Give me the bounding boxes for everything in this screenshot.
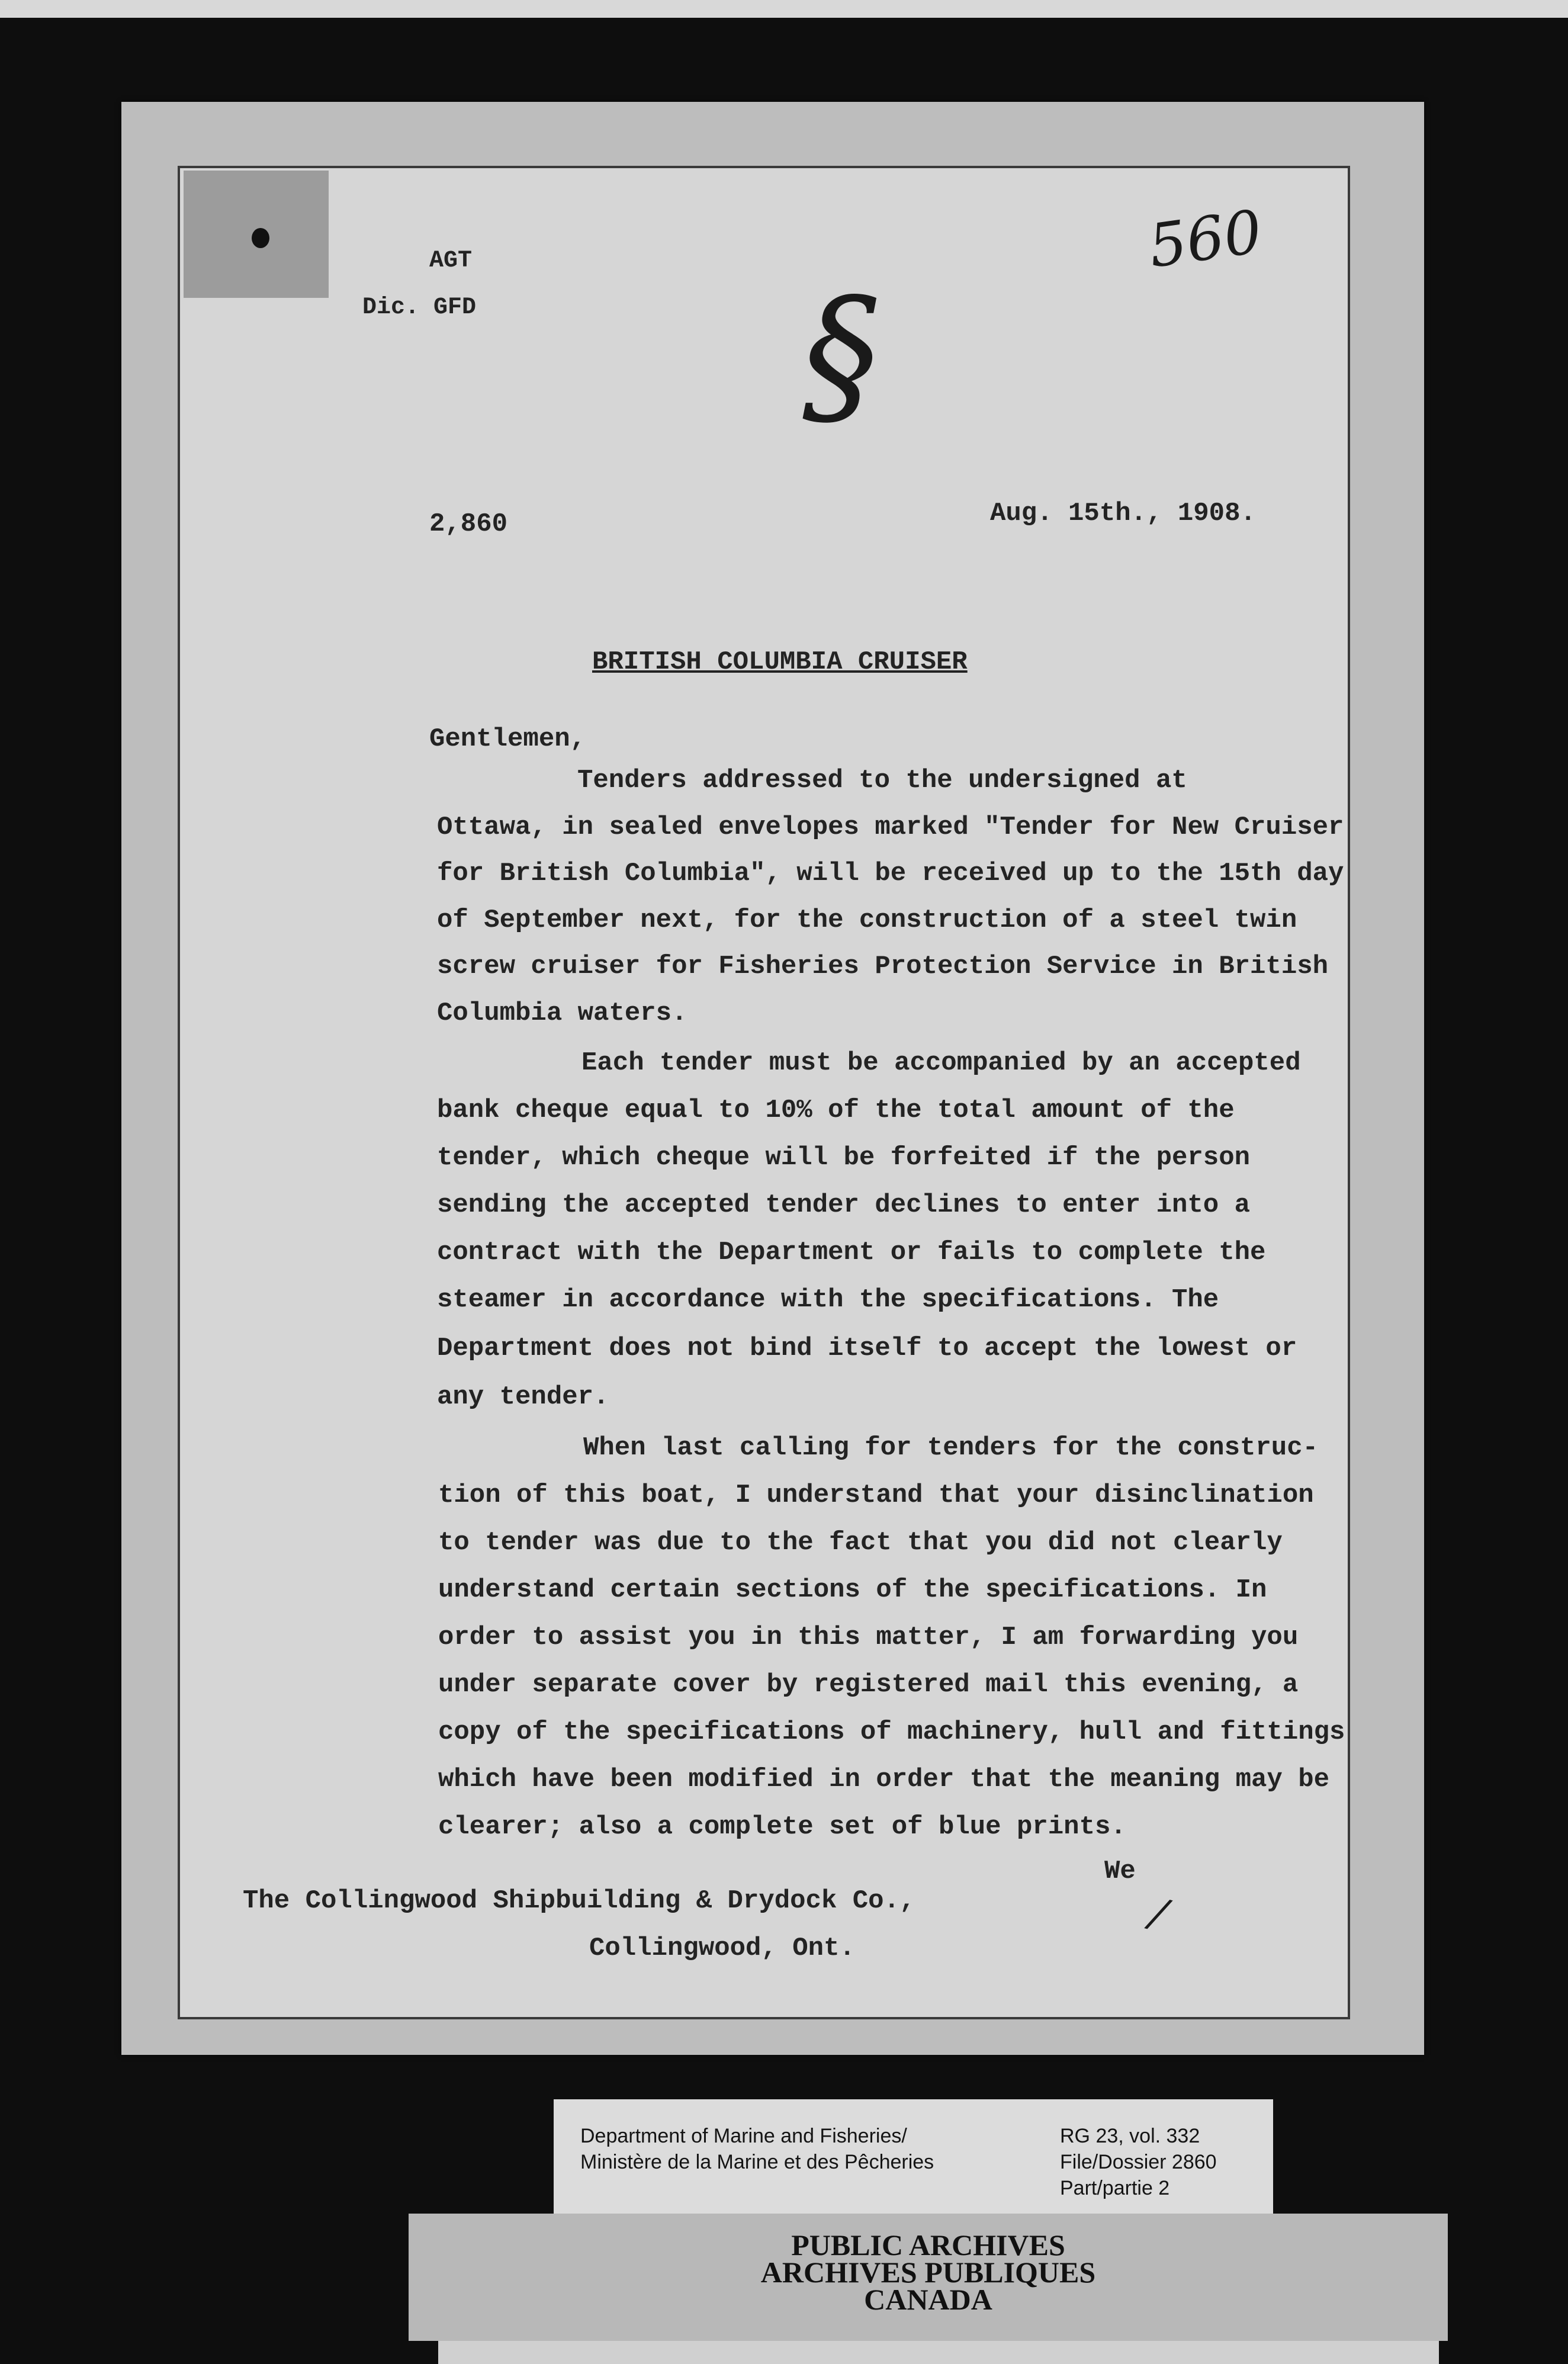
body-line: under separate cover by registered mail this evening, a bbox=[438, 1670, 1299, 1700]
body-line: Ottawa, in sealed envelopes marked "Tender for New Cruiser bbox=[437, 812, 1344, 842]
body-line: steamer in accordance with the specifications. The bbox=[437, 1285, 1219, 1315]
body-line: contract with the Department or fails to complete the bbox=[437, 1238, 1266, 1267]
body-line: which have been modified in order that the meaning may be bbox=[438, 1765, 1330, 1794]
letter-title: BRITISH COLUMBIA CRUISER bbox=[592, 647, 968, 677]
catchword: We bbox=[1104, 1856, 1136, 1886]
body-line: of September next, for the construction of a steel twin bbox=[437, 905, 1297, 935]
body-line: bank cheque equal to 10% of the total amount of the bbox=[437, 1096, 1235, 1125]
salutation: Gentlemen, bbox=[429, 724, 586, 754]
body-line: to tender was due to the fact that you did not clearly bbox=[438, 1528, 1283, 1557]
file-number: 2,860 bbox=[429, 509, 508, 539]
body-line: clearer; also a complete set of blue prints. bbox=[438, 1812, 1126, 1842]
header-dictation: Dic. GFD bbox=[362, 294, 477, 321]
department-fr: Ministère de la Marine et des Pêcheries bbox=[580, 2151, 934, 2173]
reference-rg: RG 23, vol. 332 bbox=[1060, 2125, 1200, 2147]
letter-date: Aug. 15th., 1908. bbox=[990, 499, 1256, 528]
body-line: screw cruiser for Fisheries Protection Service in British bbox=[437, 952, 1329, 981]
body-line: for British Columbia", will be received up to the 15th day bbox=[437, 859, 1344, 888]
archive-label-department bbox=[580, 2123, 934, 2175]
body-line: tion of this boat, I understand that your disinclination bbox=[438, 1480, 1314, 1510]
body-line: Columbia waters. bbox=[437, 998, 687, 1028]
stamp-line-3: CANADA bbox=[864, 2283, 992, 2316]
body-line: Each tender must be accompanied by an accepted bbox=[581, 1048, 1301, 1078]
body-line: order to assist you in this matter, I am forwarding you bbox=[438, 1623, 1299, 1652]
body-line: any tender. bbox=[437, 1382, 609, 1412]
department-en: Department of Marine and Fisheries/ bbox=[580, 2125, 907, 2147]
archive-label-reference bbox=[1060, 2123, 1217, 2201]
reference-part: Part/partie 2 bbox=[1060, 2177, 1170, 2199]
handwritten-section-mark: § bbox=[802, 266, 879, 445]
addressee-line-1: The Collingwood Shipbuilding & Drydock Co., bbox=[243, 1886, 915, 1916]
body-line: copy of the specifications of machinery, hull and fittings bbox=[438, 1717, 1345, 1747]
addressee-line-2: Collingwood, Ont. bbox=[589, 1933, 855, 1963]
body-line: sending the accepted tender declines to enter into a bbox=[437, 1190, 1251, 1220]
archive-stamp bbox=[409, 2228, 1448, 2316]
body-line: Department does not bind itself to accept the lowest or bbox=[437, 1334, 1297, 1363]
punch-hole-icon bbox=[252, 228, 269, 248]
film-frame-bottom bbox=[438, 2341, 1439, 2364]
header-code: AGT bbox=[429, 248, 473, 274]
pen-mark-icon: / bbox=[1145, 1888, 1172, 1939]
body-line: understand certain sections of the specifications. In bbox=[438, 1575, 1267, 1605]
body-line: When last calling for tenders for the construc- bbox=[583, 1433, 1319, 1463]
film-frame-top bbox=[0, 0, 1568, 18]
handwritten-page-number: 560 bbox=[1144, 197, 1267, 281]
reference-file: File/Dossier 2860 bbox=[1060, 2151, 1217, 2173]
stamp-line-2: ARCHIVES PUBLIQUES bbox=[760, 2256, 1096, 2289]
body-line: Tenders addressed to the undersigned at bbox=[577, 766, 1187, 795]
stamp-line-1: PUBLIC ARCHIVES bbox=[791, 2228, 1065, 2262]
body-line: tender, which cheque will be forfeited if the person bbox=[437, 1143, 1251, 1173]
